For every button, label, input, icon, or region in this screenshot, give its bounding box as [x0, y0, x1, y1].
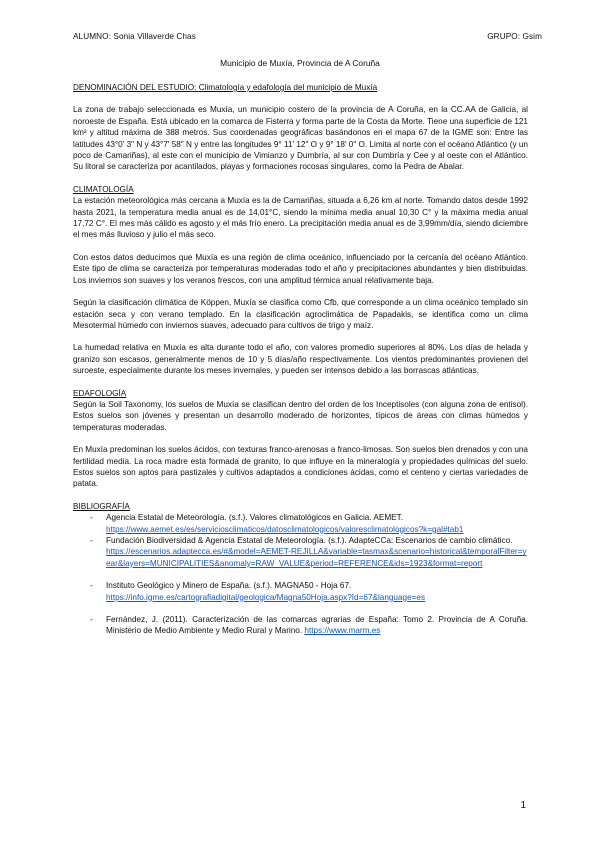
climatology-paragraph: Según la clasificación climática de Köppen, Muxía se clasifica como Cfb, que corresponde a un clima oceánico templado sin estación seca y con verano templado. En la clasificación agroclimática de Papadakis, se identifica como un clima Mesotermal húmedo con inviernos suaves, adecuado para cultivos de trigo y maíz.	[73, 298, 528, 330]
document-body	[73, 82, 528, 637]
group-label: GRUPO: Gsim	[487, 32, 542, 41]
municipality-title: Municipio de Muxía, Provincia de A Coruña	[220, 58, 380, 68]
bibliography-item	[73, 580, 528, 603]
bibliography-link[interactable]: https://www.aemet.es/es/serviciosclimaticos/datosclimatologicos/valoresclimatologicos?k=gal#tab1	[106, 524, 464, 534]
bibliography-text: Fundación Biodiversidad & Agencia Estatal de Meteorología. (s.f.). AdapteCCa: Escenarios de cambio climático.	[106, 536, 513, 545]
bibliography-text: Fernández, J. (2011). Caracterización de las comarcas agrarias de España: Tomo 2. Provincia de A Coruña. Ministerio de Medio Ambiente y Medio Rural y Marino.	[106, 615, 528, 636]
list-dash: -	[90, 536, 93, 545]
bibliography-list	[73, 512, 528, 637]
bibliography-link[interactable]: https://info.igme.es/cartografiadigital/geologica/Magna50Hoja.aspx?Id=67&language=es	[106, 592, 426, 602]
climatology-paragraph: Con estos datos deducimos que Muxía es una región de clima oceánico, influenciado por la cercanía del océano Atlántico. Este tipo de clima se caracteriza por temperaturas moderadas todo el año y precipitaciones abundantes y bien distribuidas. Los inviernos son suaves y los veranos frescos, con una amplitud térmica anual relativamente baja.	[73, 252, 528, 285]
student-name: ALUMNO: Sonia Villaverde Chas	[73, 32, 196, 41]
bibliography-item	[73, 535, 528, 569]
bibliography-link[interactable]: https://www.marm.es	[304, 626, 381, 636]
edaphology-heading: EDAFOLOGÍA	[73, 388, 127, 398]
intro-paragraph: La zona de trabajo seleccionada es Muxía, un municipio costero de la provincia de A Coruña, en la CC.AA de Galicia, al noroeste de España. Está ubicado en la comarca de Fisterra y forma parte de la Costa da Morte. Tiene una superficie de 121 km² y altitud máxima de 388 metros. Sus coordenadas geográficas basándonos en el mapa 67 de la IGME son: Entre las latitudes 43°0' 3" N y 43°7' 58" N y entre las longitudes 9° 11' 12" O y 9° 18' 0" O. Limita al norte con el océano Atlántico (y un poco de Camariñas), al este con el municipio de Vimianzo y Dumbría, al sur con Dumbría y Cee y al oeste con el Atlántico. Su litoral se caracteriza por acantilados, playas y formaciones rocosas singulares, como la Pedra de Abalar.	[73, 105, 528, 172]
study-title-label: DENOMINACIÓN DEL ESTUDIO:	[73, 83, 199, 92]
list-dash: -	[90, 513, 93, 523]
bibliography-text: Instituto Geológico y Minero de España. (s.f.). MAGNA50 - Hoja 67.	[106, 581, 352, 591]
edaphology-paragraph: En Muxía predominan los suelos ácidos, con texturas franco-arenosas a franco-limosas. Son suelos bien drenados y con una fertilidad media. La roca madre esta formada de granito, lo que influye en la mineralogía y propiedades químicas del suelo. Estos suelos son aptos para pastizales y cultivos adaptados a condiciones ácidas, como el centeno y ciertas variedades de patata.	[73, 445, 528, 489]
bibliography-heading: BIBLIOGRAFÍA	[73, 501, 130, 511]
edaphology-paragraph: Según la Soil Taxonomy, los suelos de Muxía se clasifican dentro del orden de los Inceptisoles (con alguna zona de entisol). Estos suelos son jóvenes y presentan un desarrollo moderado de horizontes, típicos de áreas con climas húmedos y temperaturas moderadas.	[73, 399, 528, 432]
bibliography-text: Agencia Estatal de Meteorología. (s.f.). Valores climatológicos en Galicia. AEMET.	[106, 513, 404, 523]
climatology-paragraph: La humedad relativa en Muxía es alta durante todo el año, con valores promedio superiores al 80%. Los días de helada y granizo son escasos, generalmente menos de 10 y 5 días/año respectivamente. Los vientos predominantes provienen del suroeste, especialmente durante los meses invernales, y pueden ser intensos debido a las borrascas atlánticas.	[73, 343, 528, 376]
list-dash: -	[90, 615, 93, 625]
climatology-paragraph: La estación meteorológica más cercana a Muxía es la de Camariñas, situada a 6,26 km al norte. Tomando datos desde 1992 hasta 2021, la temperatura media anual es de 14,01°C, siendo la mínima media anual 10,30 C° y la máxima media anual 17,72 C°. El mes más cálido es agosto y el más frío enero. La precipitación media anual es de 3,99mm/día, siendo diciembre el mes más lluvioso y julio el más seco.	[73, 196, 528, 240]
bibliography-item	[73, 512, 528, 535]
bibliography-link[interactable]: https://escenarios.adaptecca.es/#&model=AEMET-REJILLA&variable=tasmax&scenario=historical&temporalFilter=year&layers=MUNICIPALITIES&anomaly=RAW_VALUE&period=REFERENCE&ids=1923&format=report	[106, 547, 527, 568]
list-dash: -	[90, 581, 93, 591]
bibliography-item	[73, 614, 528, 637]
study-title	[73, 82, 528, 93]
climatology-heading: CLIMATOLOGÍA	[73, 184, 134, 194]
study-title-value: Climatología y edafología del municipio de Muxía	[198, 83, 378, 92]
page-number: 1	[520, 800, 526, 811]
